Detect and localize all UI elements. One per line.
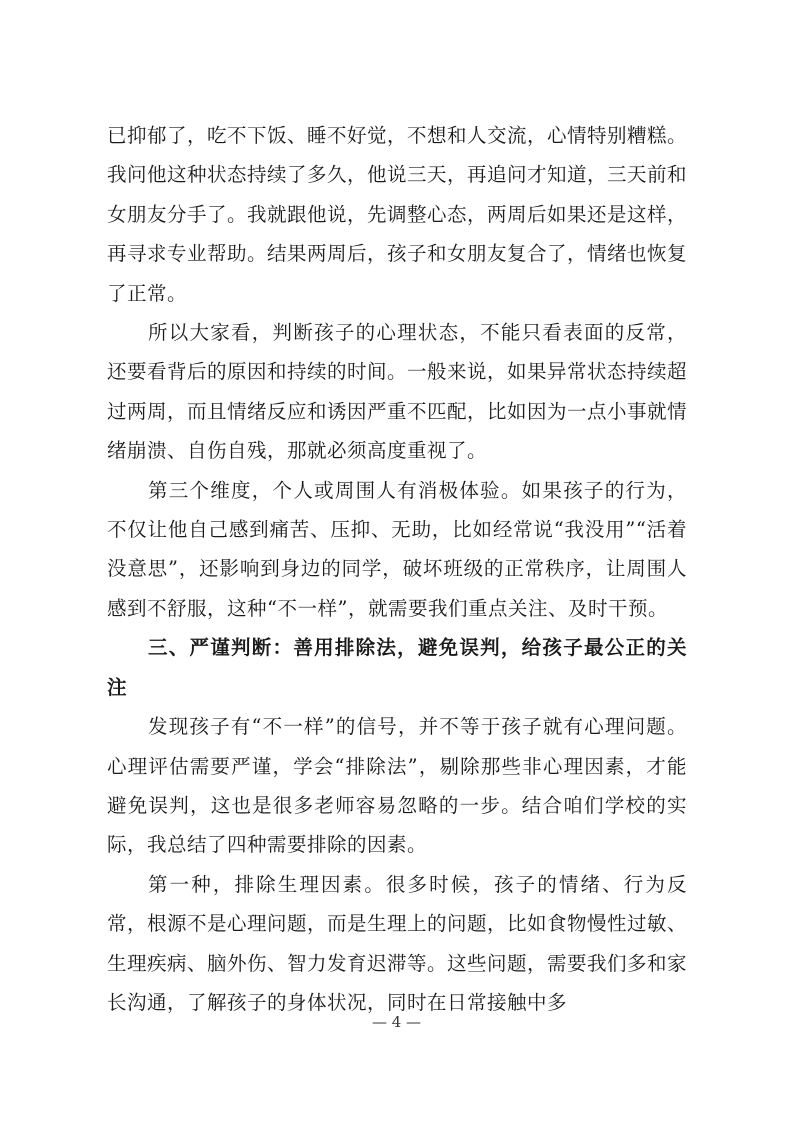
page-number: — 4 — <box>371 1013 422 1031</box>
paragraph-third-dimension: 第三个维度，个人或周围人有消极体验。如果孩子的行为，不仅让他自己感到痛苦、压抑、无助，比如经常说“我没用”“活着没意思”，还影响到身边的同学，破坏班级的正常秩序，让周围人感到不舒服，这种“不一样”，就需要我们重点关注、及时干预。 <box>107 478 687 620</box>
section-heading: 三、严谨判断：善用排除法，避免误判，给孩子最公正的关注 <box>107 636 687 699</box>
body-text <box>107 116 687 1022</box>
paragraph-exclusion-method: 发现孩子有“不一样”的信号，并不等于孩子就有心理问题。心理评估需要严谨，学会“排除法”，剔除那些非心理因素，才能避免误判，这也是很多老师容易忽略的一步。结合咱们学校的实际，我总结了四种需要排除的因素。 <box>107 715 687 857</box>
paragraph-physiological-factors: 第一种，排除生理因素。很多时候，孩子的情绪、行为反常，根源不是心理问题，而是生理上的问题，比如食物慢性过敏、生理疾病、脑外伤、智力发育迟滞等。这些问题，需要我们多和家长沟通，了解孩子的身体状况，同时在日常接触中多 <box>107 872 688 1014</box>
paragraph-continued: 已抑郁了，吃不下饭、睡不好觉，不想和人交流，心情特别糟糕。我问他这种状态持续了多久，他说三天，再追问才知道，三天前和女朋友分手了。我就跟他说，先调整心态，两周后如果还是这样，再寻求专业帮助。结果两周后，孩子和女朋友复合了，情绪也恢复了正常。 <box>107 124 688 305</box>
paragraph-judgment: 所以大家看，判断孩子的心理状态，不能只看表面的反常，还要看背后的原因和持续的时间。一般来说，如果异常状态持续超过两周，而且情绪反应和诱因严重不匹配，比如因为一点小事就情绪崩溃、自伤自残，那就必须高度重视了。 <box>107 321 688 463</box>
